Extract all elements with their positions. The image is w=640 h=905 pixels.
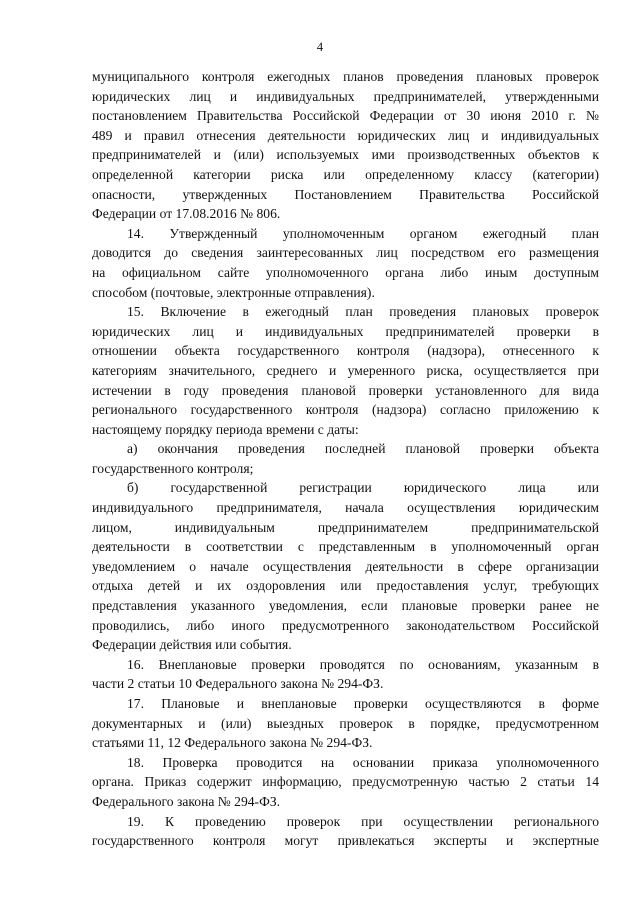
text-line: а) окончания проведения последней плановой проверки объекта bbox=[127, 441, 599, 457]
text-line: юридических лиц и индивидуальных предпринимателей, утвержденными bbox=[92, 88, 599, 104]
text-line: на официальном сайте уполномоченного органа либо иным доступным bbox=[92, 264, 599, 280]
text-line: 17. Плановые и внеплановые проверки осуществляются в форме bbox=[127, 696, 599, 711]
text-line: части 2 статьи 10 Федерального закона № 294-ФЗ. bbox=[92, 676, 384, 692]
text-line: документарных и (или) выездных проверок в порядке, предусмотренном bbox=[92, 715, 599, 731]
text-line: отдыха детей и их оздоровления или предоставления услуг, требующих bbox=[92, 578, 599, 594]
text-line: Федерации от 17.08.2016 № 806. bbox=[92, 206, 281, 222]
text-line: категориям значительного, среднего и умеренного риска, осуществляется при bbox=[92, 362, 599, 378]
text-line: 19. К проведению проверок при осуществлении регионального bbox=[127, 813, 599, 829]
text-line: индивидуального предпринимателя, начала осуществления юридическим bbox=[92, 500, 599, 516]
text-line: 489 и правил отнесения деятельности юридических лиц и индивидуальных bbox=[92, 127, 599, 143]
text-line: лицом, индивидуальным предпринимателем предпринимательской bbox=[92, 519, 599, 535]
text-line: органа. Приказ содержит информацию, предусмотренную частью 2 статьи 14 bbox=[92, 774, 599, 790]
text-line: государственного контроля; bbox=[92, 460, 254, 476]
text-line: проводились, либо иного предусмотренного законодательством Российской bbox=[92, 617, 599, 633]
text-line: статьями 11, 12 Федерального закона № 294-ФЗ. bbox=[92, 735, 373, 751]
text-line: Федерального закона № 294-ФЗ. bbox=[92, 793, 281, 809]
text-line: предпринимателей и (или) используемых ими производственных объектов к bbox=[92, 147, 599, 163]
text-line: доводится до сведения заинтересованных лиц посредством его размещения bbox=[92, 245, 599, 261]
text-line: уведомлением о начале осуществления деятельности в сфере организации bbox=[92, 558, 599, 574]
text-line: муниципального контроля ежегодных планов проведения плановых проверок bbox=[92, 69, 599, 84]
text-line: представления указанного уведомления, если плановые проверки ранее не bbox=[92, 598, 599, 614]
text-line: Федерации действия или события. bbox=[92, 637, 292, 653]
text-line: регионального государственного контроля (надзора) согласно приложению к bbox=[92, 402, 599, 418]
text-line: 15. Включение в ежегодный план проведения плановых проверок bbox=[127, 304, 599, 320]
text-line: деятельности в соответствии с представленным в уполномоченный орган bbox=[92, 539, 599, 555]
text-line: б) государственной регистрации юридического лица или bbox=[127, 480, 599, 496]
text-line: постановлением Правительства Российской Федерации от 30 июня 2010 г. № bbox=[92, 108, 599, 124]
text-line: 14. Утвержденный уполномоченным органом ежегодный план bbox=[127, 225, 599, 241]
text-line: 18. Проверка проводится на основании приказа уполномоченного bbox=[127, 754, 599, 770]
document-body bbox=[92, 67, 599, 851]
text-line: юридических лиц и индивидуальных предпринимателей проверки в bbox=[92, 323, 599, 339]
text-line: государственного контроля могут привлекаться эксперты и экспертные bbox=[92, 833, 599, 849]
text-line: отношении объекта государственного контроля (надзора), отнесенного к bbox=[92, 343, 599, 359]
page-number: 4 bbox=[316, 40, 324, 54]
text-line: определенной категории риска или определенному классу (категории) bbox=[92, 166, 599, 182]
text-line: настоящему порядку периода времени с даты: bbox=[92, 421, 359, 437]
text-line: опасности, утвержденных Постановлением Правительства Российской bbox=[92, 186, 599, 202]
text-line: способом (почтовые, электронные отправления). bbox=[92, 284, 375, 300]
text-line: истечении в году проведения плановой проверки установленного для вида bbox=[92, 382, 599, 398]
text-line: 16. Внеплановые проверки проводятся по основаниям, указанным в bbox=[127, 656, 599, 672]
